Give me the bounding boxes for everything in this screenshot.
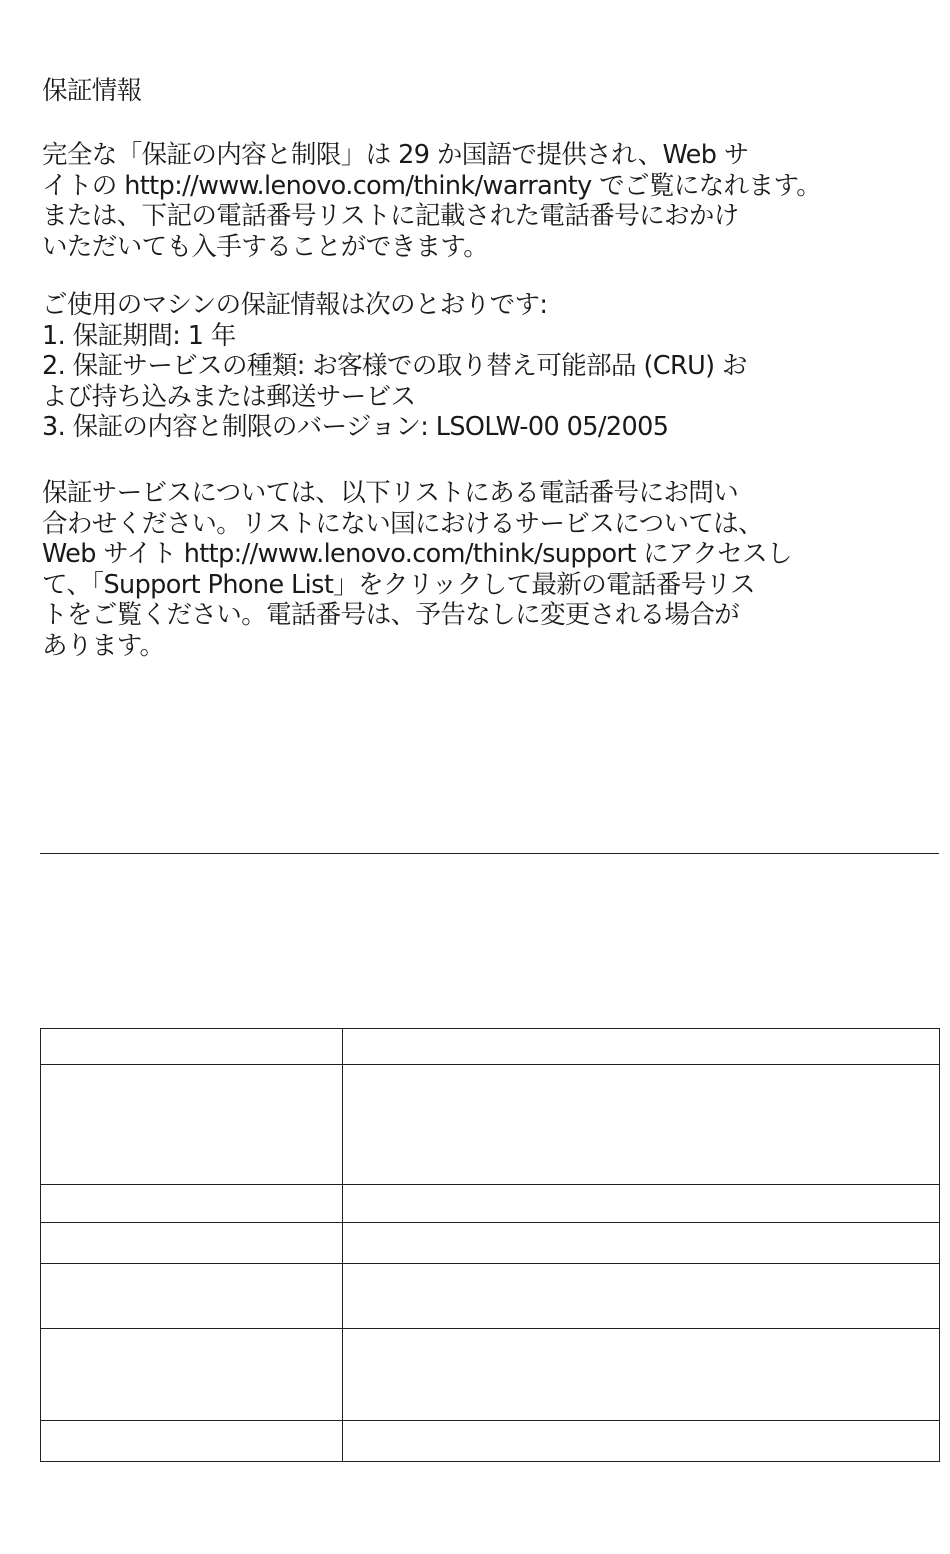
table-cell-country (41, 1185, 343, 1223)
table-row (41, 1329, 940, 1421)
machine-warranty-info (42, 290, 902, 443)
support-line: て、「Support Phone List」をクリックして最新の電話番号リス (42, 569, 755, 600)
table-cell-phone (343, 1065, 940, 1185)
table-cell-phone (343, 1029, 940, 1065)
support-line: トをご覧ください。電話番号は、予告なしに変更される場合が (42, 600, 740, 630)
info-heading: ご使用のマシンの保証情報は次のとおりです: (42, 290, 548, 320)
title-text: 保証情報 (42, 76, 142, 106)
section-divider (40, 853, 939, 854)
table-cell-country (41, 1223, 343, 1264)
info-item-service-type: 2. 保証サービスの種類: お客様での取り替え可能部品 (CRU) お (42, 351, 747, 381)
table-cell-phone (343, 1421, 940, 1462)
support-paragraph (42, 478, 902, 661)
info-item-service-type-cont: よび持ち込みまたは郵送サービス (42, 381, 416, 412)
intro-line: または、下記の電話番号リストに記載された電話番号におかけ (42, 201, 739, 231)
table-cell-phone (343, 1223, 940, 1264)
table-row (41, 1029, 940, 1065)
support-line: 合わせください。リストにない国におけるサービスについては、 (42, 508, 764, 539)
table-row (41, 1065, 940, 1185)
intro-line: 完全な「保証の内容と制限」は 29 か国語で提供され、Web サ (42, 140, 749, 170)
table-cell-phone (343, 1329, 940, 1421)
table-cell-country (41, 1065, 343, 1185)
page-title (42, 76, 902, 107)
table-row (41, 1421, 940, 1462)
phone-list-table (40, 1028, 940, 1462)
info-item-version: 3. 保証の内容と制限のバージョン: LSOLW-00 05/2005 (42, 412, 669, 442)
support-line: あります。 (42, 630, 165, 661)
table-row (41, 1223, 940, 1264)
table-cell-country (41, 1421, 343, 1462)
table-row (41, 1264, 940, 1329)
table-cell-country (41, 1029, 343, 1065)
support-line: Web サイト http://www.lenovo.com/think/support にアクセスし (42, 539, 792, 569)
table-row (41, 1185, 940, 1223)
info-item-period: 1. 保証期間: 1 年 (42, 320, 236, 351)
table-cell-country (41, 1329, 343, 1421)
support-line: 保証サービスについては、以下リストにある電話番号にお問い (42, 478, 739, 508)
intro-line: いただいても入手することができます。 (42, 231, 489, 262)
table-cell-phone (343, 1264, 940, 1329)
table-cell-country (41, 1264, 343, 1329)
intro-paragraph (42, 140, 902, 262)
intro-line: イトの http://www.lenovo.com/think/warranty でご覧になれます。 (42, 170, 822, 201)
table-cell-phone (343, 1185, 940, 1223)
